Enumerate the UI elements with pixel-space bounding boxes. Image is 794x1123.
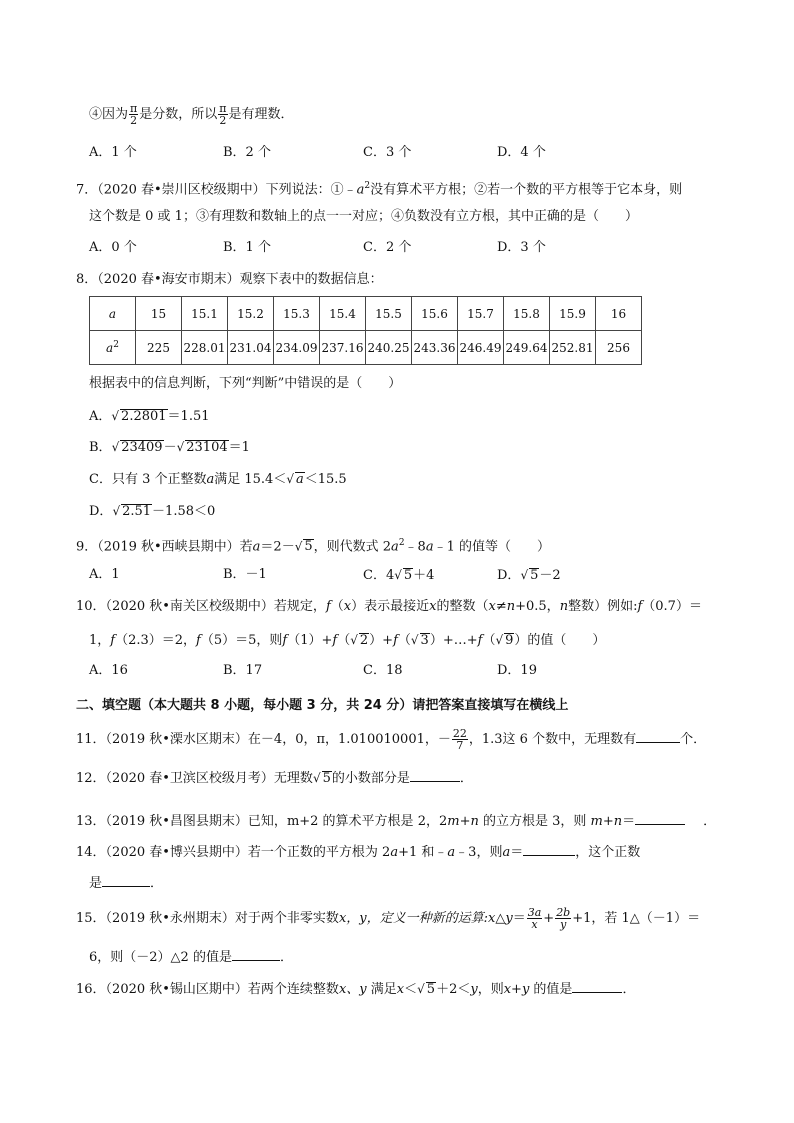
q12-post: 的小数部分是 — [331, 771, 410, 786]
radicand: 5 — [426, 982, 436, 997]
radicand: 5 — [403, 568, 413, 583]
var-x: x — [429, 599, 437, 614]
sqrt-icon: √ — [312, 771, 321, 785]
q13-c: 的立方根是 3，则 — [478, 814, 591, 829]
q8-prompt: 根据表中的信息判断，下列“判断”中错误的是（ ） — [89, 376, 402, 391]
sqrt-icon: √ — [111, 440, 120, 454]
q6-option-c: C．3 个 — [363, 145, 412, 160]
frac-den: 2 — [130, 114, 138, 127]
radicand: 5 — [530, 568, 539, 583]
q10-l2f: ）+ — [369, 633, 394, 648]
q7-text-a: 7．（2020 春•崇川区校级期中）下列说法：①﹣ — [76, 182, 357, 198]
q10-l2e: （ — [397, 633, 411, 648]
q11-line — [76, 728, 706, 751]
q8-option-a — [89, 406, 210, 427]
item4-mid: 是分数，所以 — [139, 107, 218, 122]
sqrt-icon: √ — [294, 539, 303, 554]
var-f: f — [393, 633, 398, 648]
answer-blank[interactable] — [572, 978, 622, 993]
q16-post: ，则 — [477, 982, 504, 997]
var-f: f — [477, 633, 483, 648]
table-cell: 240.25 — [366, 331, 412, 365]
table-cell: 249.64 — [504, 331, 550, 365]
q8-b-label: B． — [89, 440, 112, 455]
radicand: 2.51 — [122, 504, 152, 519]
q6-option-b: B．2 个 — [223, 145, 271, 160]
q14-end: ． — [150, 876, 164, 891]
q8-a-label: A． — [89, 409, 112, 424]
q9-option-d — [497, 565, 561, 586]
var-a: a — [425, 539, 434, 555]
q8-d-post: －1.58＜0 — [152, 504, 216, 519]
radicand — [295, 472, 305, 487]
frac-num: 2b — [556, 906, 571, 919]
var-x: x — [488, 599, 496, 614]
answer-blank[interactable] — [635, 810, 685, 825]
q10-l2a: 1， — [89, 633, 111, 648]
q16-xy: x、y — [338, 982, 367, 997]
frac-num: π — [219, 102, 227, 115]
q10-c: ）表示最接近 — [351, 599, 430, 614]
q14-a1: +1 和﹣ — [398, 845, 448, 860]
q15-line-1: 15．（2019 秋•永州期末）对于两个非零实数x，y，定义一种新的运算:x△y＝ $\frac{3a}{x}$ + $\frac{2b}{y}$ +1，若 1△（－1）＝ — [76, 906, 701, 931]
q15-op: △ — [495, 911, 506, 926]
q13-b: m+n — [447, 814, 479, 829]
item4-post: 是有理数． — [228, 107, 294, 122]
var-x: x — [396, 982, 405, 997]
q16-post2: 的值是 — [529, 982, 573, 997]
var-f: f — [196, 633, 201, 648]
sqrt-icon: √ — [520, 568, 529, 582]
sqrt-icon: √ — [394, 568, 402, 582]
q14-pre: 14．（2020 春•博兴县期中）若一个正数的平方根为 2 — [76, 845, 391, 860]
table-cell: 15.2 — [228, 297, 274, 331]
radicand: 2.2801 — [121, 409, 167, 424]
q6-option-d: D．4 个 — [497, 145, 546, 160]
table-cell: 15.6 — [412, 297, 458, 331]
q11-pre: 11．（2019 秋•溧水区期末）在－4，0，π，1.010010001，－ — [76, 732, 451, 747]
sqrt-icon: √ — [495, 633, 504, 647]
table-cell: 243.36 — [412, 331, 458, 365]
item4-pre: ④因为 — [89, 107, 129, 122]
table-cell: 225 — [136, 331, 182, 365]
table-cell: 15.9 — [550, 297, 596, 331]
frac-num: π — [130, 102, 138, 115]
q9-tail2: ﹣1 的值等（ ） — [433, 539, 550, 555]
q7-option-d: D．3 个 — [497, 240, 546, 255]
q11-end: 个． — [680, 732, 707, 747]
q9-c-post: ＋4 — [413, 568, 435, 583]
var-n: n — [559, 599, 569, 614]
var-f: f — [332, 633, 338, 648]
var-y: y — [470, 982, 478, 997]
q10-l2c: （5）＝5，则 — [200, 633, 283, 648]
q8-option-d — [89, 501, 215, 522]
sqrt-icon: √ — [111, 409, 120, 423]
q7-option-c: C．2 个 — [363, 240, 412, 255]
table-cell: 15.5 — [366, 297, 412, 331]
table-head-a — [90, 297, 136, 331]
q8-b-post: ＝1 — [228, 440, 250, 455]
frac-den: x — [531, 918, 538, 931]
radicand: 5 — [322, 771, 331, 786]
sup-2: 2 — [398, 538, 405, 548]
frac-den: 7 — [456, 739, 464, 752]
q15-post: +1，若 1△（－1）＝ — [572, 911, 701, 926]
q10-option-d: D．19 — [497, 663, 537, 678]
table-cell: 237.16 — [320, 331, 366, 365]
q6-option-a: A．1 个 — [89, 145, 137, 160]
q9-d-pre: D． — [497, 568, 521, 583]
q10-l2g: ）+…+ — [429, 633, 478, 648]
q14-line-1 — [76, 841, 640, 863]
table-cell: 246.49 — [458, 331, 504, 365]
radicand: 9 — [505, 633, 514, 648]
q8-data-table — [89, 296, 642, 365]
var-a: a — [356, 182, 365, 198]
q13-line — [76, 810, 716, 832]
q13-a: m+2 的算术平方根是 2，2 — [286, 814, 448, 829]
frac-num: 22 — [452, 727, 467, 740]
q16-plus: ＋2＜ — [436, 982, 471, 997]
q12-line — [76, 767, 473, 789]
q14-line-2 — [89, 872, 163, 894]
q9-tail: ﹣8 — [404, 539, 426, 555]
table-cell: 228.01 — [182, 331, 228, 365]
table-cell: 16 — [596, 297, 642, 331]
q15-pre: 15．（2019 秋•永州期末）对于两个非零实数 — [76, 911, 339, 926]
q9-option-c — [363, 565, 434, 586]
var-a: a — [391, 539, 399, 555]
fraction-3a-x — [527, 907, 543, 930]
q11-post: ，1.3这 6 个数中，无理数有 — [468, 732, 637, 747]
q15-line2-text: 6，则（－2）△2 的值是 — [89, 950, 232, 965]
q10-l2b: （2.3）＝2， — [115, 633, 197, 648]
q10-g: 整数）例如: — [568, 599, 638, 614]
q10-e: ≠ — [495, 599, 507, 614]
q16-end: ． — [622, 982, 636, 997]
var-a: a — [252, 539, 261, 555]
table-cell: 15.3 — [274, 297, 320, 331]
sqrt-icon: √ — [286, 472, 294, 486]
q9-line-1 — [76, 533, 550, 557]
q10-f: +0.5， — [515, 599, 560, 614]
fraction-2b-y — [555, 907, 571, 930]
q8-c-pre: C．只有 3 个正整数 — [89, 472, 207, 487]
var-f: f — [282, 633, 288, 648]
q14-a2: ﹣3，则 — [455, 845, 503, 860]
frac-den: y — [560, 918, 567, 931]
q14-a4: ，这个正数 — [575, 845, 641, 860]
var-n: n — [506, 599, 516, 614]
q9-d-post: －2 — [539, 568, 561, 583]
q16-mid: 满足 — [366, 982, 397, 997]
var-x: x — [488, 911, 496, 926]
var-y: y — [505, 911, 513, 926]
frac-num: 3a — [527, 906, 542, 919]
q10-a: 10．（2020 秋•南关区校级期中）若规定， — [76, 599, 326, 614]
var-a: a — [390, 845, 399, 860]
q16-line — [76, 978, 635, 1000]
pi-over-2-fraction-2 — [218, 103, 227, 126]
head-sq-text: a — [106, 341, 114, 355]
answer-blank[interactable] — [636, 728, 680, 743]
q8-a-post: ＝1.51 — [167, 409, 210, 424]
q10-l2d: （1）+ — [287, 633, 333, 648]
q8-line-1: 8．（2020 春•海安市期末）观察下表中的数据信息： — [76, 272, 383, 287]
table-row-a-squared — [90, 331, 642, 365]
table-cell: 15 — [136, 297, 182, 331]
q9-eq: ＝2－ — [260, 539, 295, 555]
table-cell: 231.04 — [228, 331, 274, 365]
var-f: f — [637, 599, 643, 614]
table-row-a — [90, 297, 642, 331]
table-cell: 15.8 — [504, 297, 550, 331]
q14-a3: ＝ — [510, 845, 524, 860]
sqrt-icon: √ — [112, 504, 121, 518]
sqrt-icon: √ — [350, 633, 358, 647]
table-cell: 15.1 — [182, 297, 228, 331]
q13-pre: 13．（2019 秋•昌图县期末）已知， — [76, 814, 287, 829]
table-head-a-squared — [90, 331, 136, 365]
q9-option-a: A．1 — [89, 567, 120, 582]
q15-line-2 — [89, 946, 293, 968]
q10-option-c: C．18 — [363, 663, 403, 678]
q10-option-b: B．17 — [223, 663, 263, 678]
answer-blank[interactable] — [523, 841, 575, 856]
q15-xy: x，y，定义一种新的运算: — [338, 911, 488, 926]
sup-2: 2 — [113, 340, 119, 350]
section-2-heading: 二、填空题（本大题共 8 小题，每小题 3 分，共 24 分）请把答案直接填写在横线上 — [76, 698, 569, 713]
q16-pre: 16．（2020 秋•锡山区期中）若两个连续整数 — [76, 982, 339, 997]
var-a: a — [295, 472, 304, 487]
table-cell: 252.81 — [550, 331, 596, 365]
q9-mid: ，则代数式 2 — [313, 539, 392, 555]
q8-d-label: D． — [89, 504, 113, 519]
table-cell: 234.09 — [274, 331, 320, 365]
q7-option-a: A．0 个 — [89, 240, 137, 255]
var-x: x — [343, 599, 352, 614]
radicand: 3 — [420, 633, 429, 648]
q7-text-b: 没有算术平方根；②若一个数的平方根等于它本身，则 — [370, 182, 683, 198]
q9-option-b: B．－1 — [223, 567, 267, 582]
q12-pre: 12．（2020 春•卫滨区校级月考）无理数 — [76, 771, 313, 786]
q8-c-mid: 满足 15.4＜ — [214, 472, 287, 487]
q10-l2h: ）的值（ ） — [514, 633, 606, 648]
table-cell: 15.4 — [320, 297, 366, 331]
q16-lt: ＜ — [404, 982, 418, 997]
q10-line-2 — [89, 630, 605, 651]
q10-option-a: A．16 — [89, 663, 128, 678]
q7-line-2: 这个数是 0 或 1；③有理数和数轴上的点一一对应；④负数没有立方根，其中正确的是（ ） — [89, 209, 638, 224]
answer-blank[interactable] — [232, 946, 280, 961]
var-a: a — [502, 845, 511, 860]
var-a: a — [447, 845, 456, 860]
pi-over-2-fraction — [129, 103, 138, 126]
q8-c-post: ＜15.5 — [304, 472, 347, 487]
sqrt-icon: √ — [410, 633, 419, 647]
frac-den: 2 — [219, 114, 227, 127]
q10-line-1 — [76, 597, 702, 617]
q13-e: ＝ — [622, 814, 636, 829]
var-f: f — [110, 633, 116, 648]
q13-d: m+n — [590, 814, 623, 829]
var-a: a — [206, 472, 215, 487]
q14-line2-text: 是 — [89, 876, 103, 891]
table-cell: 256 — [596, 331, 642, 365]
q9-pre: 9．（2019 秋•西峡县期中）若 — [76, 539, 253, 555]
q8-option-c — [89, 469, 347, 490]
q10-l2e: （ — [337, 633, 351, 648]
answer-blank[interactable] — [102, 872, 150, 887]
fraction-22-7 — [452, 728, 468, 751]
q9-c-pre: C．4 — [363, 568, 395, 583]
radicand: 23409 — [121, 440, 163, 455]
q10-d: 的整数（ — [436, 599, 489, 614]
radicand: 23104 — [186, 440, 228, 455]
head-a-text: a — [108, 306, 117, 321]
radicand: 2 — [359, 633, 369, 648]
q10-b: （ — [330, 599, 344, 614]
q7-option-b: B．1 个 — [223, 240, 271, 255]
radicand: 5 — [304, 539, 313, 555]
q15-end: ． — [279, 950, 293, 965]
sqrt-icon: √ — [176, 440, 185, 454]
answer-blank[interactable] — [410, 767, 460, 782]
q12-end: ． — [459, 771, 473, 786]
q16-xpy: x+y — [503, 982, 530, 997]
q10-h: （0.7）＝ — [642, 599, 702, 614]
sup-2: 2 — [364, 181, 371, 191]
q13-end: ． — [703, 814, 717, 829]
var-f: f — [325, 599, 331, 614]
q7-line-1 — [76, 176, 682, 200]
q8-option-b: B．√ 23409－√ 23104＝1 — [89, 440, 250, 455]
item-4-line — [89, 103, 294, 126]
q10-l2e: （ — [482, 633, 496, 648]
table-cell: 15.7 — [458, 297, 504, 331]
sqrt-icon: √ — [417, 982, 425, 996]
